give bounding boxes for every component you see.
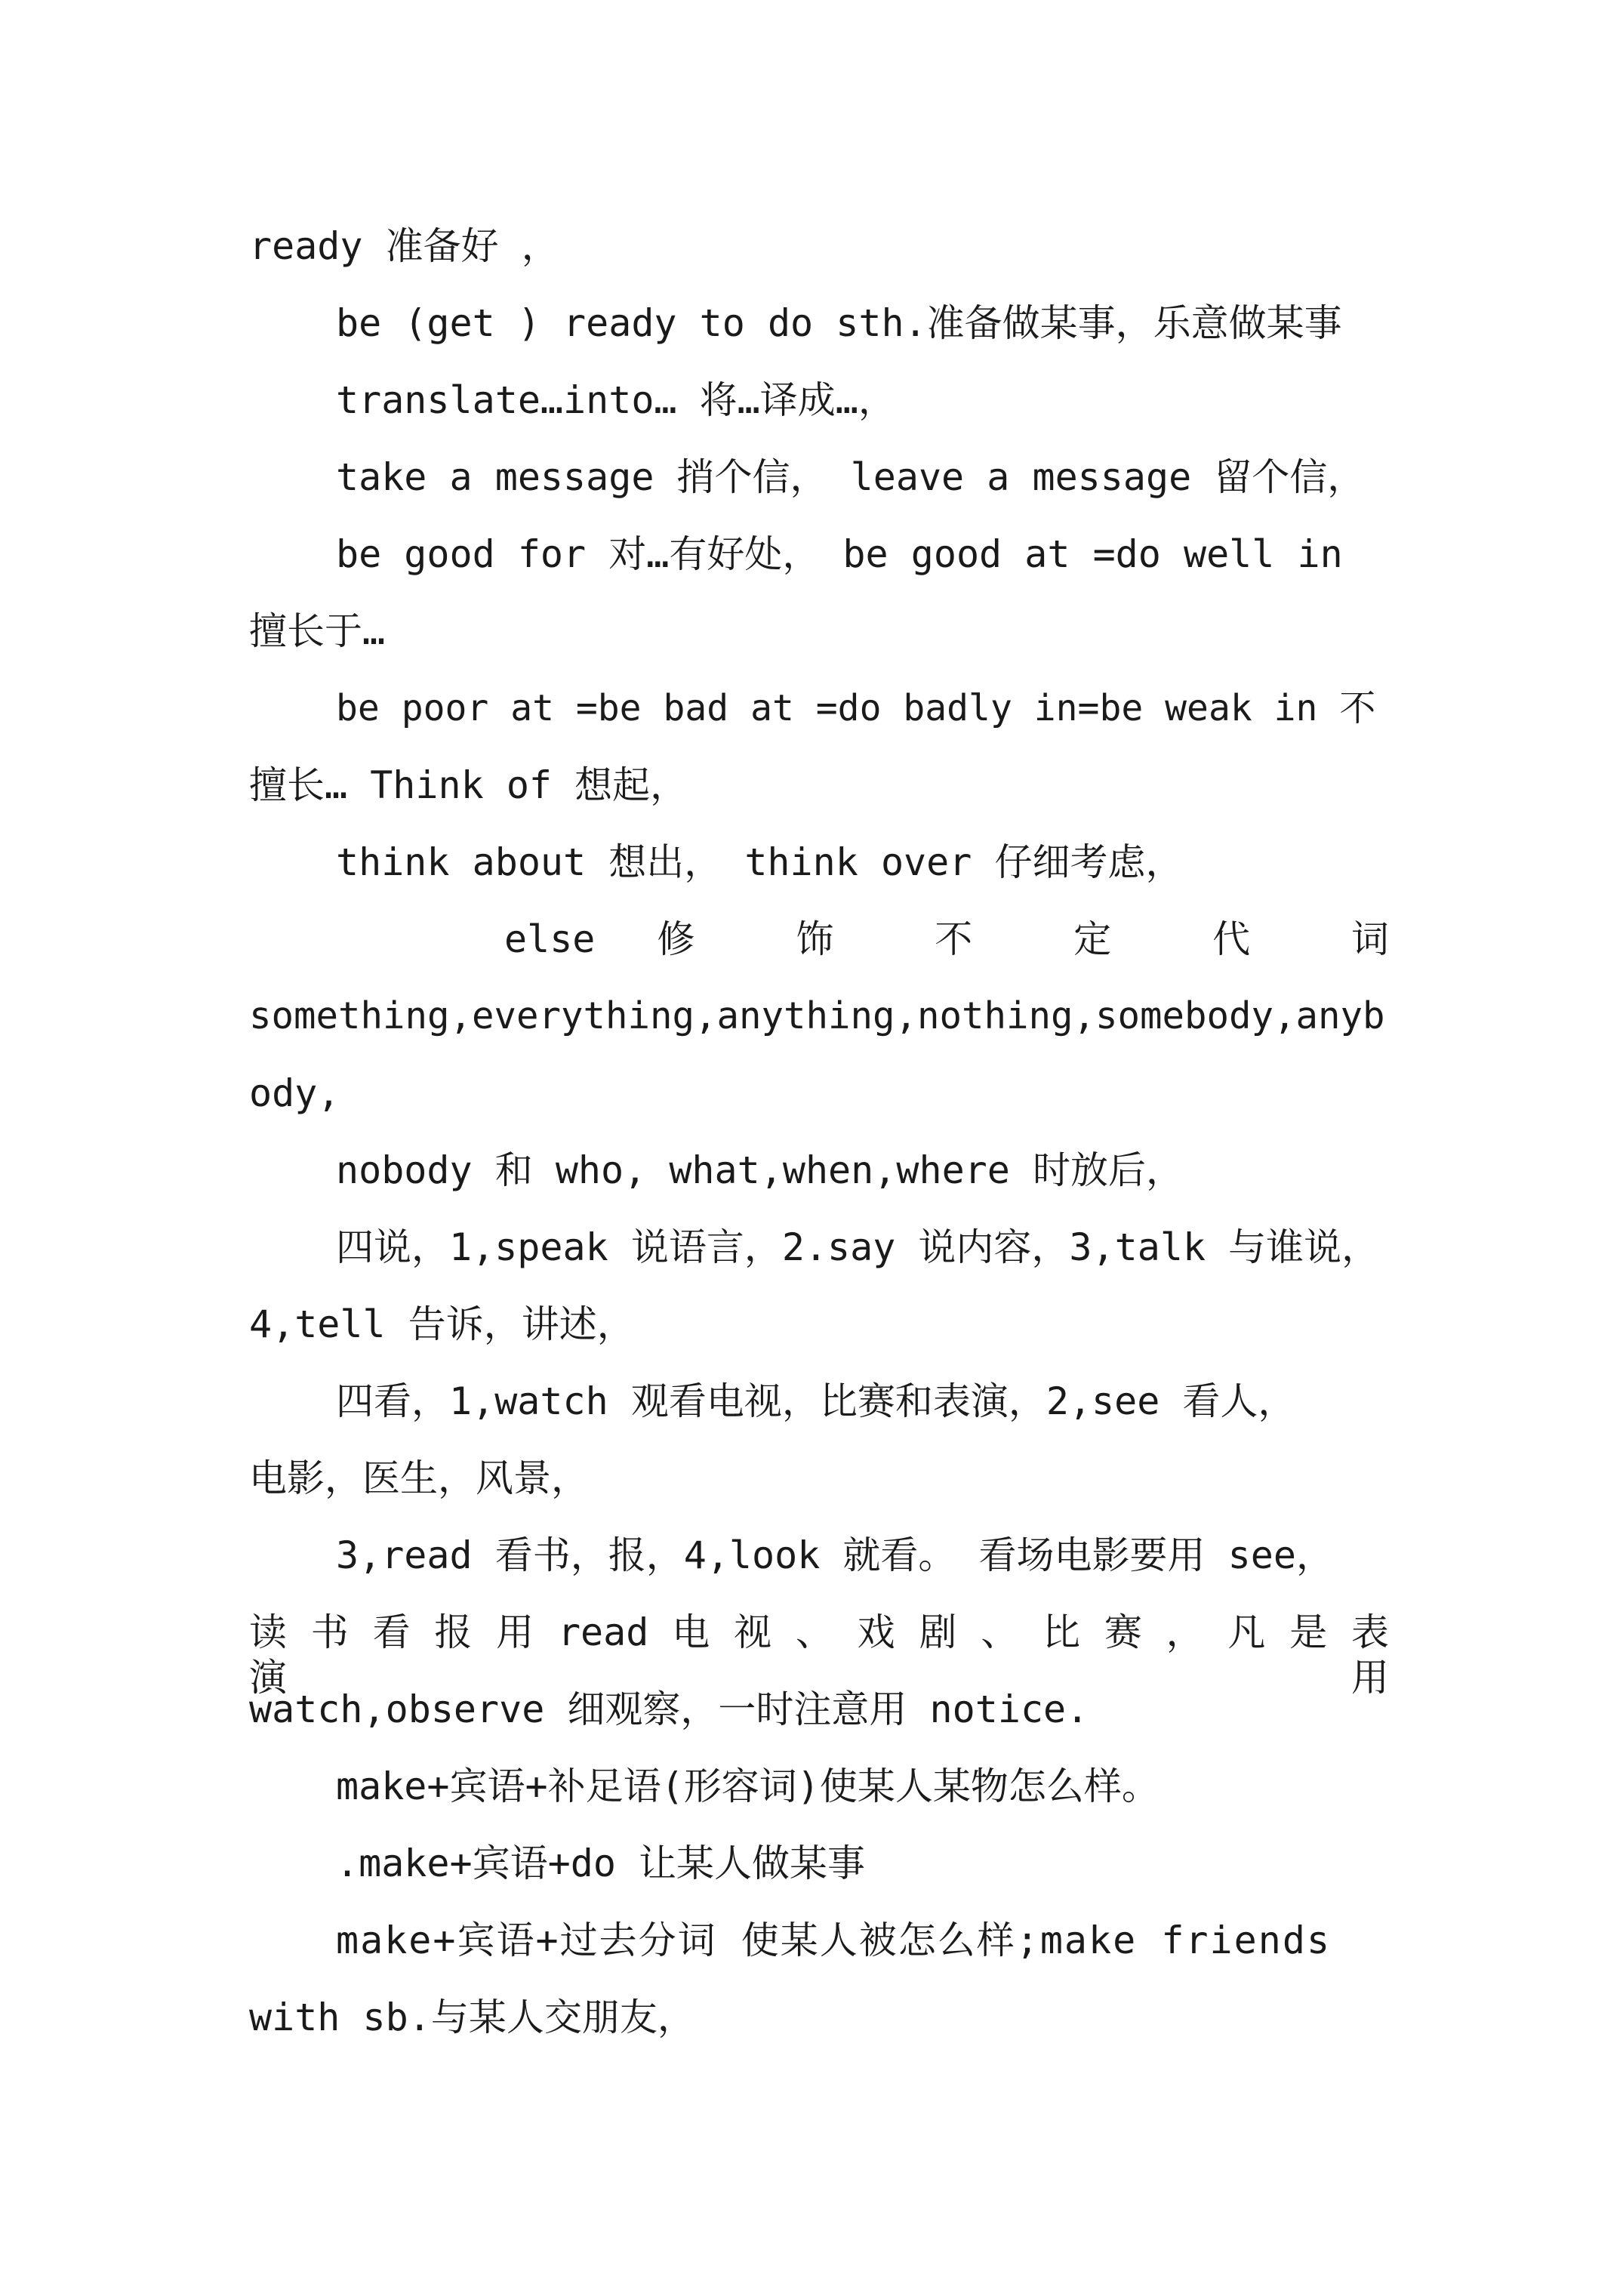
text-line-6: 擅长于… [249, 609, 386, 653]
text-line-15: 4,tell 告诉，讲述， [249, 1302, 635, 1346]
text-line-5: be good for 对…有好处， be good at =do well in [336, 532, 1343, 576]
text-line-24: with sb.与某人交朋友， [249, 1996, 695, 2039]
text-line-7: be poor at =be bad at =do badly in=be weak in 不 [336, 687, 1376, 729]
text-line-9: think about 想出， think over 仔细考虑， [336, 840, 1184, 884]
text-line-11: something,everything,anything,nothing,somebody,anyb [249, 994, 1385, 1037]
text-line-19: 读 书 看 报 用 read 电 视 、 戏 剧 、 比 赛 ， 凡 是 表 演 用 [249, 1610, 1389, 1700]
text-line-14: 四说，1,speak 说语言，2.say 说内容，3,talk 与谁说， [336, 1225, 1380, 1269]
text-line-21: make+宾语+补足语(形容词)使某人某物怎么样。 [336, 1764, 1160, 1808]
text-line-1: ready 准备好 ， [249, 224, 559, 268]
text-line-18: 3,read 看书，报，4,look 就看。 看场电影要用 see， [336, 1533, 1334, 1577]
text-line-22: .make+宾语+do 让某人做某事 [336, 1841, 866, 1885]
text-line-3: translate…into… 将…译成…， [336, 378, 896, 422]
text-line-16: 四看，1,watch 观看电视，比赛和表演，2,see 看人， [336, 1379, 1296, 1423]
text-line-8: 擅长… Think of 想起， [249, 763, 688, 807]
text-line-13: nobody 和 who, what,when,where 时放后， [336, 1148, 1184, 1192]
text-line-12: ody, [249, 1071, 340, 1115]
text-line-4: take a message 捎个信， leave a message 留个信， [336, 455, 1366, 499]
text-line-23: make+宾语+过去分词 使某人被怎么样;make friends [336, 1918, 1332, 1962]
text-line-2: be (get ) ready to do sth.准备做某事，乐意做某事 [336, 301, 1342, 345]
text-line-10: else 修 饰 不 定 代 词 [504, 917, 1389, 961]
text-line-20: watch,observe 细观察，一时注意用 notice. [249, 1687, 1089, 1731]
text-line-17: 电影，医生，风景， [249, 1456, 589, 1500]
